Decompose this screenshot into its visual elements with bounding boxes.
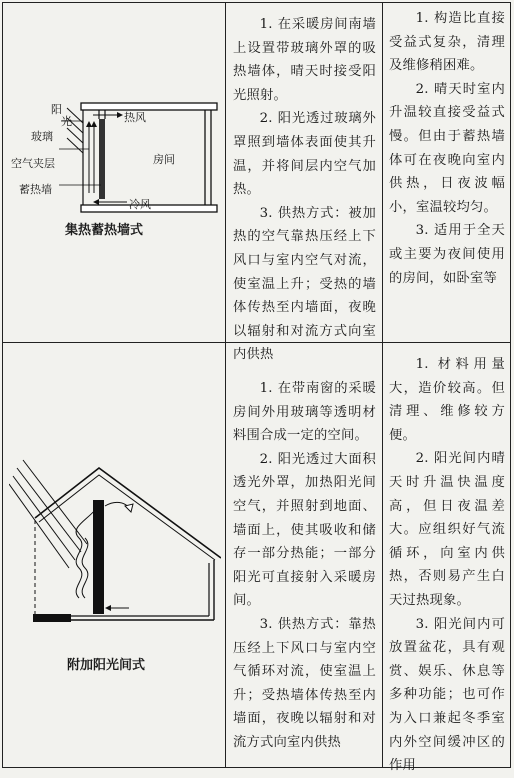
column-divider (225, 3, 226, 767)
feature-item: 2. 晴天时室内升温较直接受益式慢。但由于蓄热墙体可在夜晚向室内供热，日夜波幅小，室温较均匀。 (389, 81, 505, 215)
comparison-table (2, 2, 511, 774)
description-item: 2. 阳光透过玻璃外罩照到墙体表面使其升温，并将间层内空气加热。 (233, 111, 376, 198)
feature-item: 3. 阳光间内可放置盆花，具有观赏、娱乐、休息等多种功能；也可作为入口兼起冬季室内外空间缓冲区的作用 (389, 616, 505, 774)
features-cell (389, 7, 505, 290)
figure-caption: 附加阳光间式 (67, 658, 146, 673)
label-room: 房间 (153, 153, 175, 166)
label-hot-air: 热风 (124, 111, 146, 124)
column-divider (382, 3, 383, 767)
label-sun: 阳 (51, 103, 62, 116)
feature-item: 1. 构造比直接受益式复杂，清理及维修稍困难。 (389, 11, 505, 74)
sunspace-diagram (9, 448, 221, 638)
description-item: 1. 在采暖房间南墙上设置带玻璃外罩的吸热墙体，晴天时接受阳光照射。 (233, 17, 376, 103)
description-item: 3. 供热方式：靠热压经上下风口与室内空气循环对流，使室温上升；受热墙体传热至内墙面，夜晚以辐射和对流方式向室内供热 (233, 616, 376, 750)
description-item: 2. 阳光透过大面积透光外罩，加热阳光间空气，并照射到地面、墙面上，使其吸收和储存一部分热能；一部分阳光可直接射入采暖房间。 (233, 451, 376, 609)
label-glass: 玻璃 (31, 130, 53, 143)
features-cell (389, 353, 505, 778)
label-cold-air: 冷风 (129, 198, 151, 211)
feature-item: 1. 材料用量大，造价较高。但清理、维修较方便。 (389, 357, 505, 443)
figure-caption: 集热蓄热墙式 (65, 223, 144, 238)
label-air-gap: 空气夹层 (11, 157, 55, 170)
sunspace-figure (9, 448, 221, 638)
description-item: 3. 供热方式：被加热的空气靠热压经上下风口与室内空气对流，使室温上升；受热的墙体传热至内墙面，夜晚以辐射和对流方式向室内供热 (233, 205, 376, 363)
feature-item: 3. 适用于全天或主要为夜间使用的房间，如卧室等 (389, 223, 505, 286)
label-storage-wall: 蓄热墙 (19, 183, 52, 196)
description-cell (233, 13, 376, 367)
description-cell (233, 377, 376, 755)
description-item: 1. 在带南窗的采暖房间外用玻璃等透明材料围合成一定的空间。 (233, 381, 376, 444)
label-sun-2: 光 (61, 115, 72, 128)
feature-item: 2. 阳光间内晴天时升温快温度高，但日夜温差大。应组织好气流循环，向室内供热，否则易产生白天过热现象。 (389, 451, 505, 608)
